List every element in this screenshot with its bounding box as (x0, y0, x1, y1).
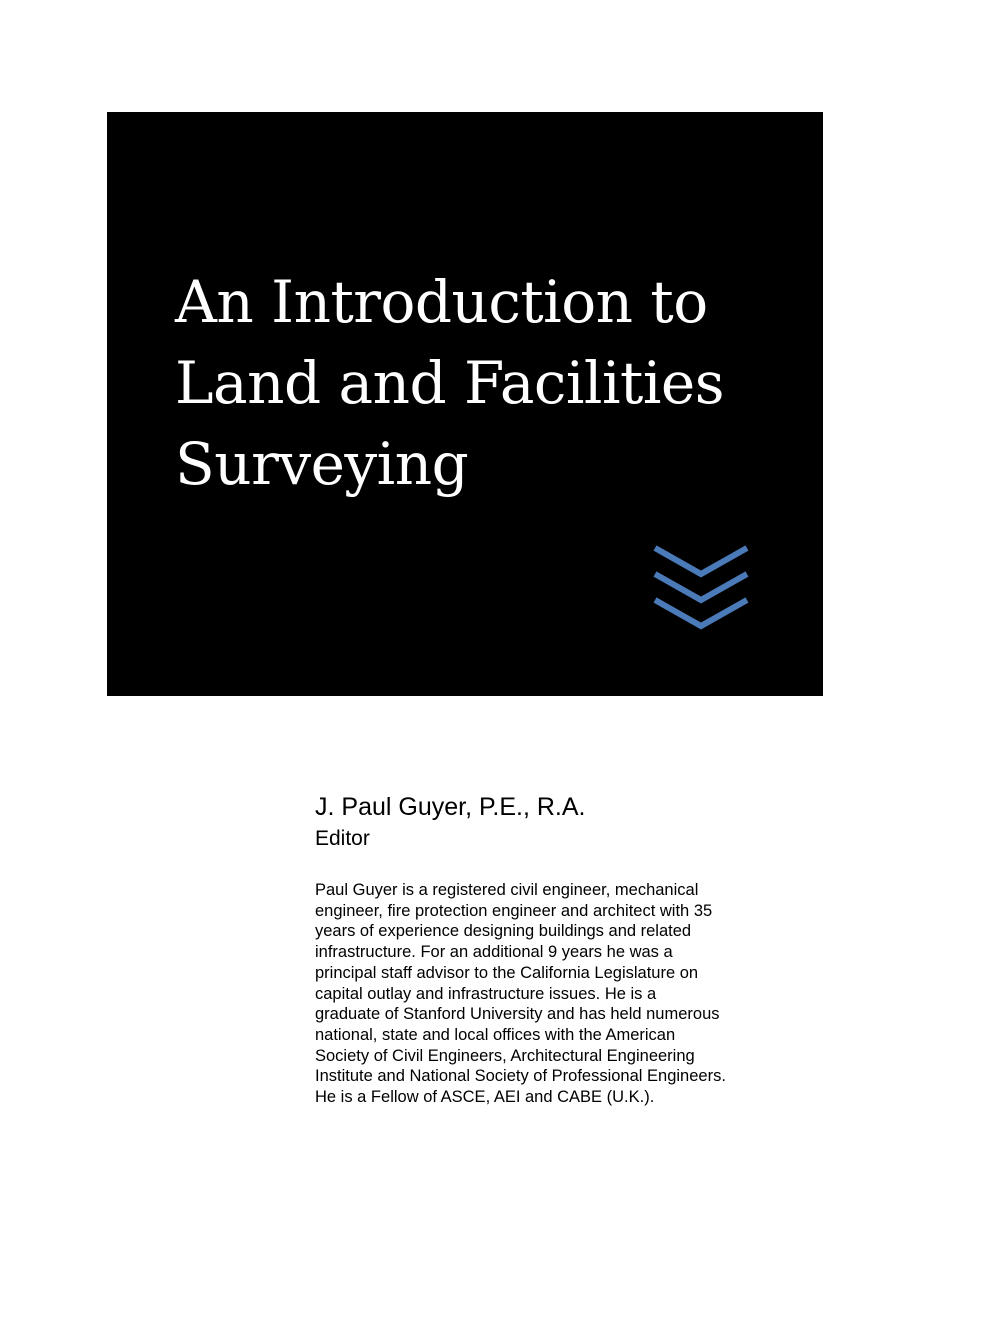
bio-line: principal staff advisor to the California Legislature on (315, 963, 699, 982)
bio-line: national, state and local offices with the American (315, 1025, 676, 1044)
bio-line: infrastructure. For an additional 9 years he was a (315, 943, 673, 962)
author-bio (315, 880, 785, 1108)
bio-line: He is a Fellow of ASCE, AEI and CABE (U.K.). (315, 1088, 655, 1107)
author-name: J. Paul Guyer, P.E., R.A. (315, 793, 586, 821)
cover-panel (107, 112, 823, 696)
author-role: Editor (315, 827, 370, 850)
bio-line: Paul Guyer is a registered civil engineer, mechanical (315, 881, 699, 899)
bio-line: Institute and National Society of Professional Engineers. (315, 1067, 726, 1086)
bio-line: engineer, fire protection engineer and architect with 35 (315, 901, 713, 920)
title-line: Surveying (175, 430, 469, 498)
bio-line: graduate of Stanford University and has held numerous (315, 1005, 720, 1024)
bio-line: capital outlay and infrastructure issues. He is a (315, 984, 657, 1003)
book-title (175, 262, 795, 505)
bio-line: years of experience designing buildings and related (315, 922, 692, 941)
triple-chevron-down-icon (653, 544, 749, 636)
title-line: Land and Facilities (175, 349, 724, 417)
bio-line: Society of Civil Engineers, Architectural Engineering (315, 1046, 695, 1065)
author-block (315, 790, 795, 854)
title-line: An Introduction to (175, 268, 708, 336)
